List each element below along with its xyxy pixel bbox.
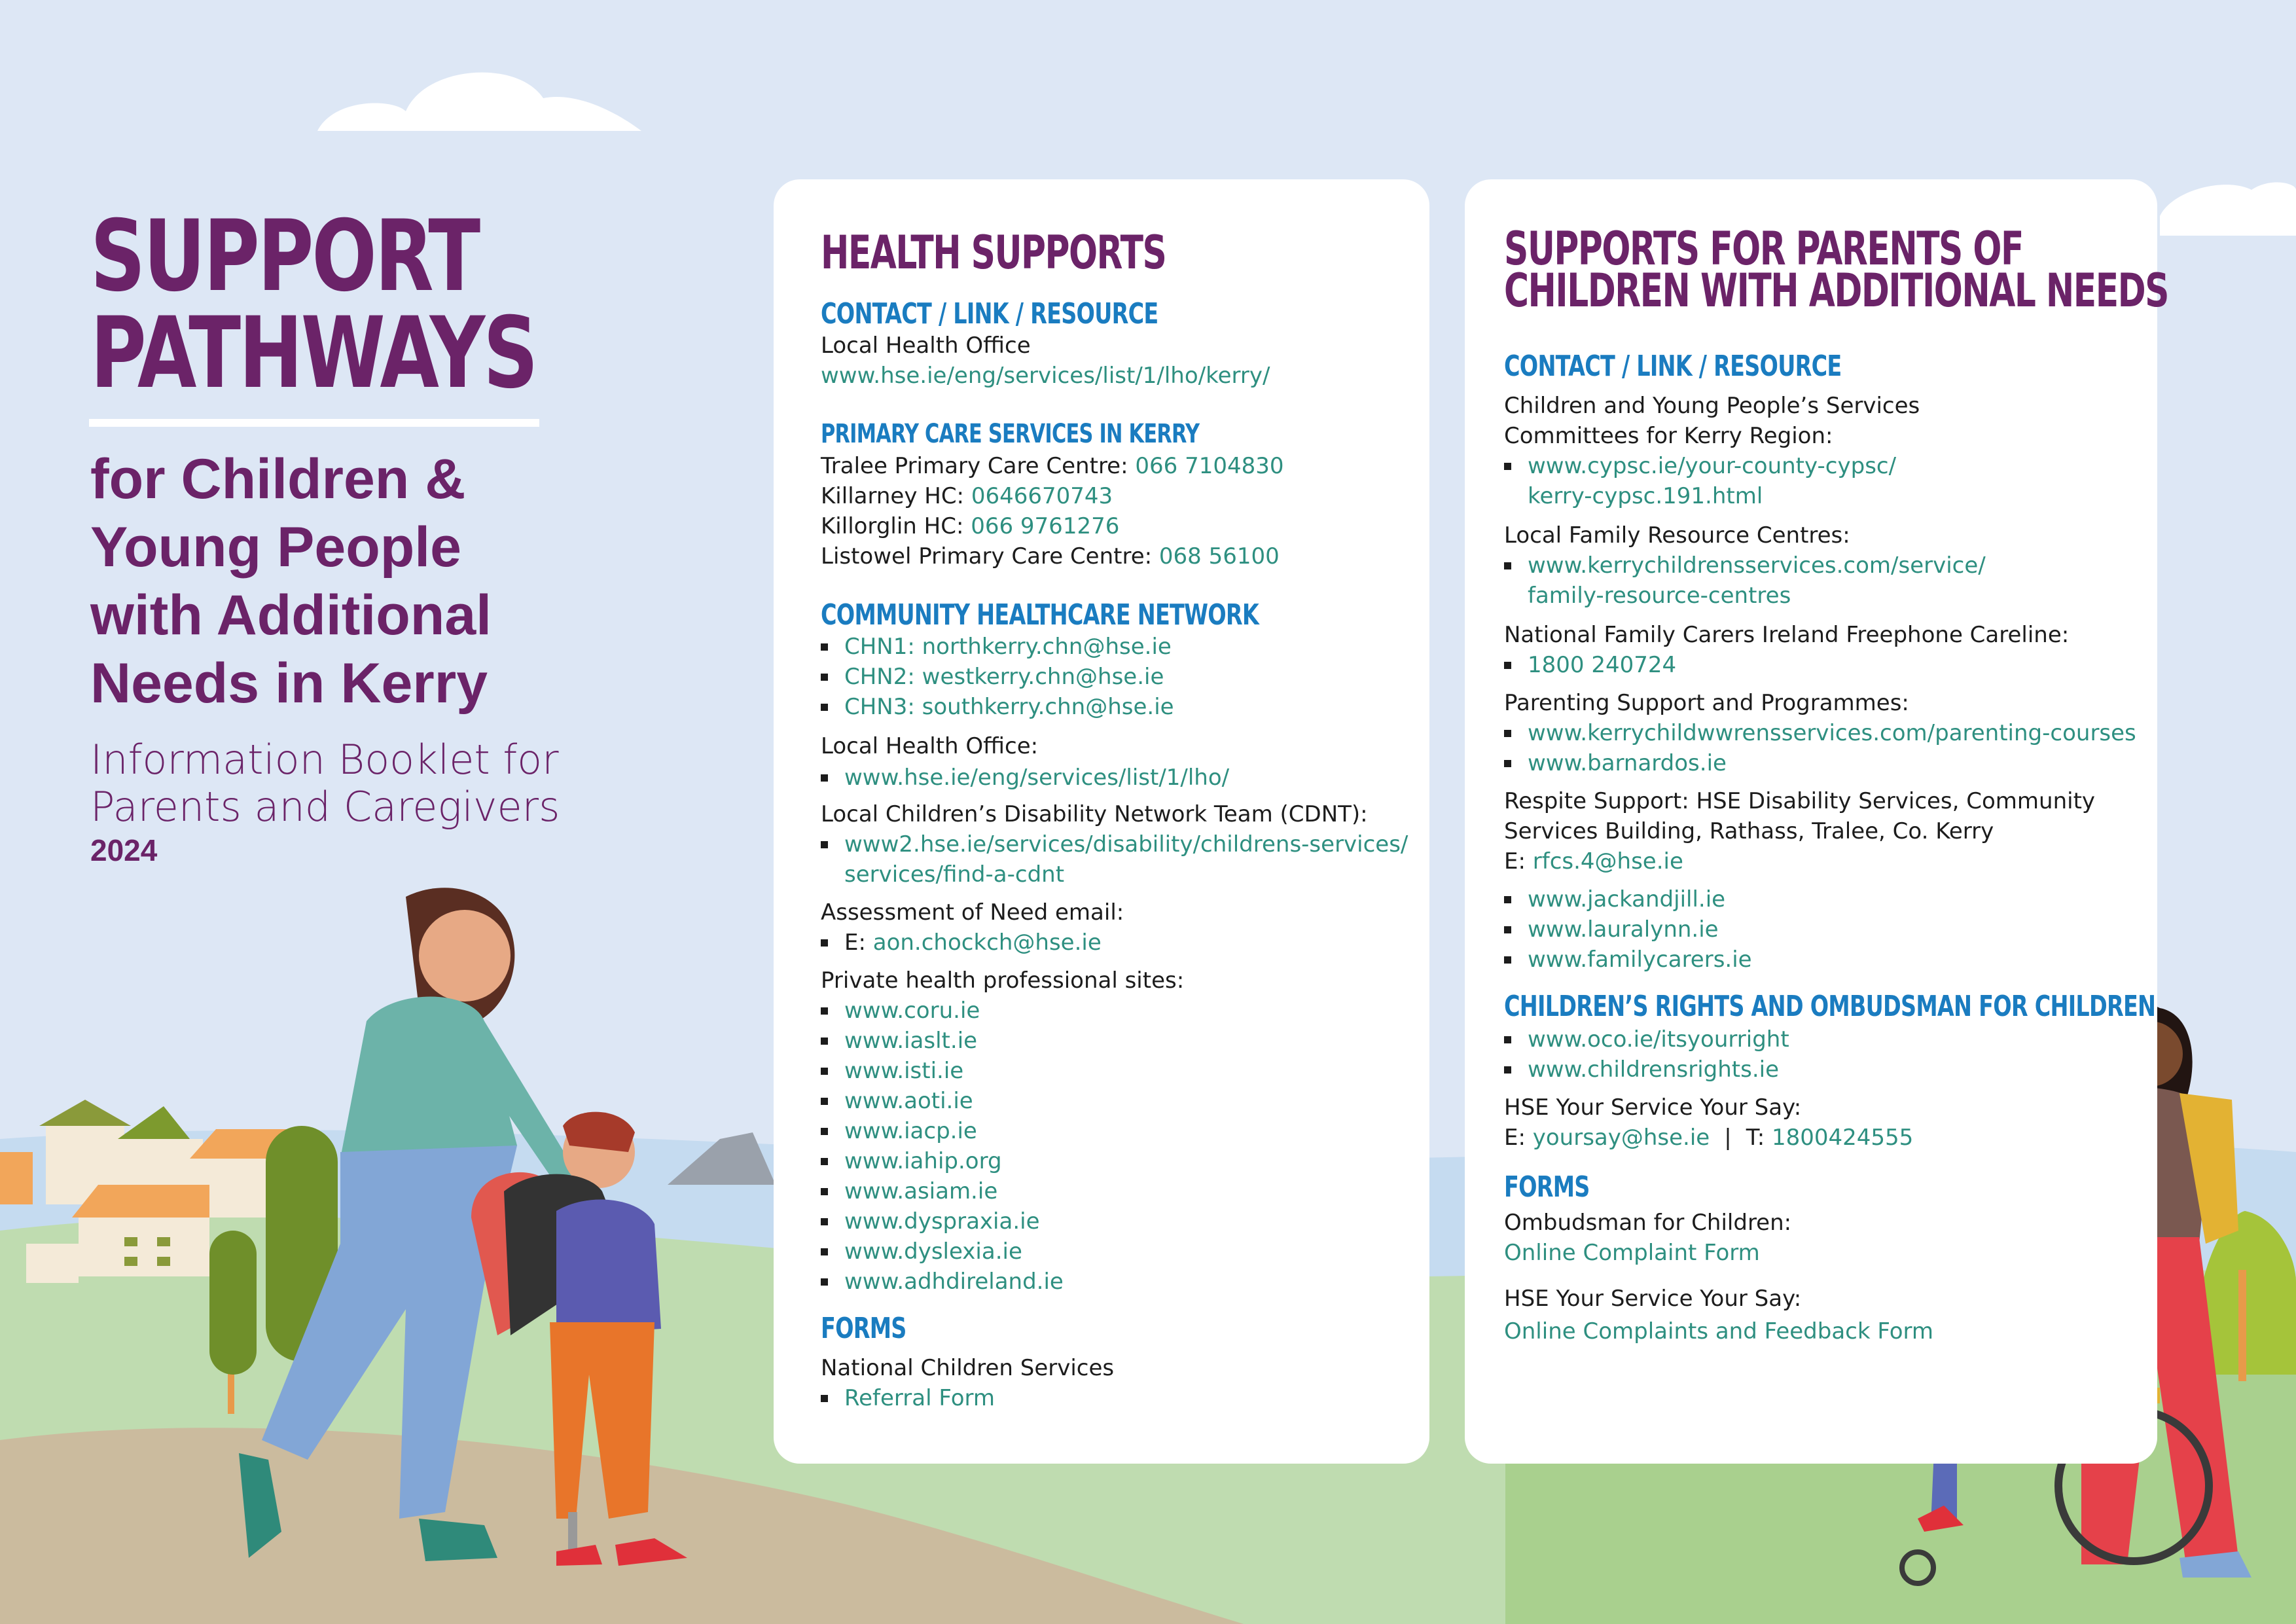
online-complaint-form-link[interactable]: Online Complaint Form (1504, 1240, 1760, 1266)
parent-supports-title-line2: CHILDREN WITH ADDITIONAL NEEDS (1504, 264, 2168, 317)
health-forms-heading: FORMS (821, 1312, 906, 1345)
lho2-label: Local Health Office: (821, 733, 1039, 759)
cdnt-link-continued[interactable]: services/find-a-cdnt (844, 861, 1065, 888)
private-site-link[interactable]: www.iaslt.ie (821, 1028, 977, 1054)
ysys-email-link[interactable]: yoursay@hse.ie (1532, 1125, 1710, 1151)
cover-subtitle (90, 445, 588, 717)
primary-care-heading: PRIMARY CARE SERVICES IN KERRY (821, 419, 1200, 449)
private-site-link[interactable]: www.coru.ie (821, 998, 980, 1024)
private-site-link[interactable]: www.dyslexia.ie (821, 1238, 1022, 1265)
parent-contact-heading: CONTACT / LINK / RESOURCE (1504, 350, 1842, 383)
frc-link-continued[interactable]: family-resource-centres (1528, 583, 1791, 609)
chn-heading: COMMUNITY HEALTHCARE NETWORK (821, 598, 1259, 632)
killorglin-phone[interactable]: 066 9761276 (971, 513, 1120, 539)
cypsc-link[interactable]: www.cypsc.ie/your-county-cypsc/ (1504, 453, 1896, 479)
private-site-link[interactable]: www.aoti.ie (821, 1088, 973, 1114)
ysys2-label: HSE Your Service Your Say: (1504, 1286, 1802, 1312)
feedback-form-link[interactable]: Online Complaints and Feedback Form (1504, 1318, 1933, 1344)
respite-email-link[interactable]: rfcs.4@hse.ie (1532, 848, 1683, 875)
respite-line2: Services Building, Rathass, Tralee, Co. Kerry (1504, 818, 1994, 844)
parent-supports-title (1504, 222, 2168, 317)
ysys-phone-link[interactable]: 1800424555 (1772, 1125, 1914, 1151)
primary-care-listowel: Listowel Primary Care Centre: 068 56100 (821, 543, 1280, 569)
lho2-link[interactable]: www.hse.ie/eng/services/list/1/lho/ (821, 765, 1229, 791)
parenting-label: Parenting Support and Programmes: (1504, 690, 1909, 716)
ysys-label: HSE Your Service Your Say: (1504, 1094, 1802, 1121)
booklet-year: 2024 (90, 833, 158, 867)
health-supports-title: HEALTH SUPPORTS (821, 226, 1166, 280)
respite-email-line: E: rfcs.4@hse.ie (1504, 848, 1683, 875)
aon-label: Assessment of Need email: (821, 899, 1124, 926)
parent-supports-card (1465, 179, 2168, 1464)
referral-form-link[interactable]: Referral Form (821, 1385, 995, 1411)
cover-title-line2: PATHWAYS (90, 297, 537, 410)
health-supports-card (774, 179, 1429, 1464)
health-contact-heading: CONTACT / LINK / RESOURCE (821, 297, 1158, 331)
lho-kerry-link[interactable]: www.hse.ie/eng/services/list/1/lho/kerry/ (821, 363, 1270, 389)
ombudsman-label: Ombudsman for Children: (1504, 1210, 1792, 1236)
ysys-contact-line: E: yoursay@hse.ie | T: 1800424555 (1504, 1125, 1914, 1151)
cover-subtitle-line3: with Additional (90, 584, 492, 647)
private-site-link[interactable]: www.dyspraxia.ie (821, 1208, 1040, 1235)
killarney-phone[interactable]: 0646670743 (971, 483, 1113, 509)
private-site-link[interactable]: www.adhdireland.ie (821, 1269, 1064, 1295)
private-site-link[interactable]: www.asiam.ie (821, 1178, 997, 1204)
private-site-link[interactable]: www.isti.ie (821, 1058, 963, 1084)
respite-link[interactable]: www.familycarers.ie (1504, 947, 1752, 973)
aon-email-link[interactable]: aon.chockch@hse.ie (872, 929, 1102, 956)
respite-link[interactable]: www.jackandjill.ie (1504, 886, 1725, 912)
private-site-link[interactable]: www.iahip.org (821, 1148, 1002, 1174)
rights-link[interactable]: www.oco.ie/itsyourright (1504, 1026, 1789, 1053)
chn-item[interactable]: CHN2: westkerry.chn@hse.ie (821, 664, 1164, 690)
primary-care-killarney: Killarney HC: 0646670743 (821, 483, 1113, 509)
cover-title (90, 200, 537, 410)
frc-link[interactable]: www.kerrychildrensservices.com/service/ (1504, 552, 1986, 579)
chn-item[interactable]: CHN1: northkerry.chn@hse.ie (821, 634, 1172, 660)
cypsc-link-continued[interactable]: kerry-cypsc.191.html (1528, 483, 1763, 509)
carers-phone[interactable]: 1800 240724 (1504, 652, 1676, 678)
title-underline (89, 419, 539, 427)
aon-email-item: E: aon.chockch@hse.ie (821, 929, 1102, 956)
ysys-separator: | (1724, 1125, 1732, 1151)
carers-label: National Family Carers Ireland Freephone Careline: (1504, 622, 2070, 648)
booklet-description (90, 736, 601, 831)
private-site-link[interactable]: www.iacp.ie (821, 1118, 977, 1144)
cover-subtitle-line4: Needs in Kerry (90, 652, 488, 715)
parenting-link[interactable]: www.kerrychildwwrensservices.com/parenting-courses (1504, 720, 2136, 746)
rights-heading: CHILDREN’S RIGHTS AND OMBUDSMAN FOR CHILDREN (1504, 990, 2156, 1023)
private-sites-label: Private health professional sites: (821, 967, 1185, 994)
cypsc-label-line1: Children and Young People’s Services (1504, 393, 1920, 419)
lho-label: Local Health Office (821, 333, 1031, 359)
parent-supports-title-line1: SUPPORTS FOR PARENTS OF (1504, 222, 2023, 276)
cdnt-link[interactable]: www2.hse.ie/services/disability/childrens-services/ (821, 831, 1408, 857)
booklet-line1: Information Booklet for (90, 736, 559, 784)
respite-link[interactable]: www.lauralynn.ie (1504, 916, 1719, 943)
primary-care-killorglin: Killorglin HC: 066 9761276 (821, 513, 1120, 539)
chn-item[interactable]: CHN3: southkerry.chn@hse.ie (821, 694, 1174, 720)
cover-subtitle-line1: for Children & (90, 448, 466, 511)
ncs-label: National Children Services (821, 1355, 1115, 1381)
tralee-phone[interactable]: 066 7104830 (1135, 453, 1284, 479)
parent-forms-heading: FORMS (1504, 1170, 1590, 1204)
rights-link[interactable]: www.childrensrights.ie (1504, 1056, 1779, 1083)
listowel-phone[interactable]: 068 56100 (1158, 543, 1280, 569)
cdnt-label: Local Children’s Disability Network Team (CDNT): (821, 801, 1368, 827)
booklet-line2: Parents and Caregivers (90, 783, 560, 831)
cover-subtitle-line2: Young People (90, 516, 461, 579)
primary-care-tralee: Tralee Primary Care Centre: 066 7104830 (821, 453, 1284, 479)
cover-title-line1: SUPPORT (90, 200, 479, 314)
parenting-link[interactable]: www.barnardos.ie (1504, 750, 1727, 776)
cypsc-label-line2: Committees for Kerry Region: (1504, 423, 1833, 449)
frc-label: Local Family Resource Centres: (1504, 522, 1850, 549)
respite-line1: Respite Support: HSE Disability Services, Community (1504, 788, 2096, 814)
